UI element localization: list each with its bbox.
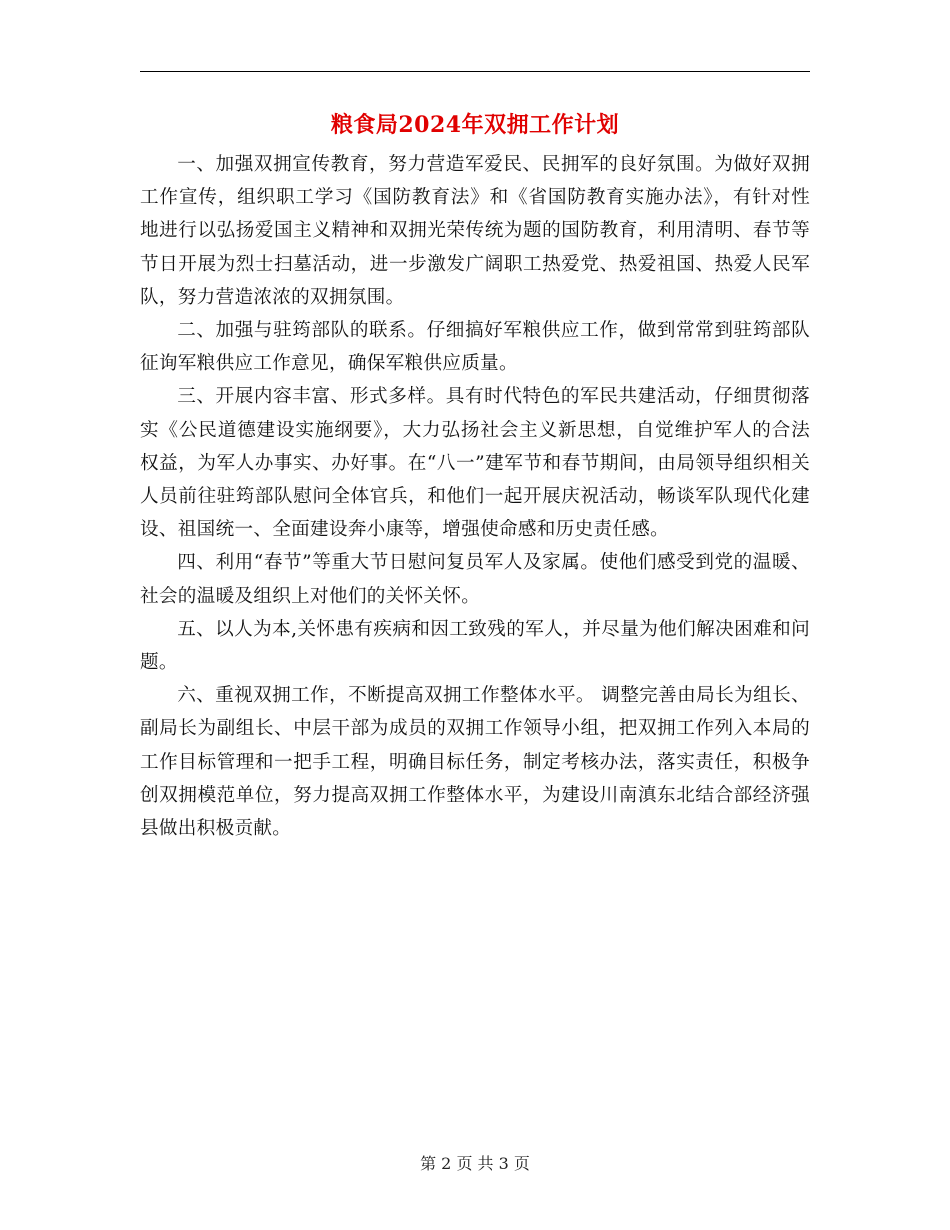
paragraph-6: 六、重视双拥工作，不断提高双拥工作整体水平。 调整完善由局长为组长、副局长为副组长、中层干部为成员的双拥工作领导小组，把双拥工作列入本局的工作目标管理和一把手工程，明确目标任务，制定考核办法，落实责任，积极争创双拥模范单位，努力提高双拥工作整体水平，为建设川南滇东北结合部经济强县做出积极贡献。	[140, 685, 810, 840]
paragraph-5: 五、以人为本,关怀患有疾病和因工致残的军人，并尽量为他们解决困难和问题。	[140, 618, 810, 674]
paragraph-3: 三、开展内容丰富、形式多样。具有时代特色的军民共建活动，仔细贯彻落实《公民道德建设实施纲要》，大力弘扬社会主义新思想，自觉维护军人的合法权益，为军人办事实、办好事。在“八一”建军节和春节期间，由局领导组织相关人员前往驻筠部队慰问全体官兵，和他们一起开展庆祝活动，畅谈军队现代化建设、祖国统一、全面建设奔小康等，增强使命感和历史责任感。	[140, 386, 810, 541]
document-body	[140, 148, 810, 845]
page-number: 第 2 页 共 3 页	[420, 1154, 530, 1173]
header-rule	[140, 71, 810, 72]
paragraph-4: 四、利用“春节”等重大节日慰问复员军人及家属。使他们感受到党的温暖、社会的温暖及组织上对他们的关怀关怀。	[140, 552, 810, 607]
paragraph-1: 一、加强双拥宣传教育，努力营造军爱民、民拥军的良好氛围。为做好双拥工作宣传，组织职工学习《国防教育法》和《省国防教育实施办法》，有针对性地进行以弘扬爱国主义精神和双拥光荣传统为题的国防教育，利用清明、春节等节日开展为烈士扫墓活动，进一步激发广阔职工热爱党、热爱祖国、热爱人民军队，努力营造浓浓的双拥氛围。	[140, 154, 810, 308]
document-title: 粮食局2024年双拥工作计划	[330, 112, 620, 138]
paragraph-2: 二、加强与驻筠部队的联系。仔细搞好军粮供应工作，做到常常到驻筠部队征询军粮供应工作意见，确保军粮供应质量。	[140, 320, 810, 375]
